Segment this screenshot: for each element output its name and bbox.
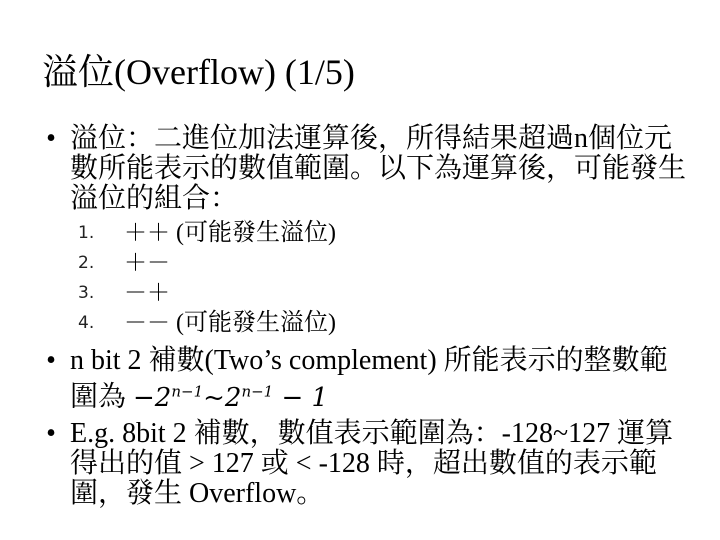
list-item: [40, 218, 690, 248]
formula-prefix: −2: [133, 382, 172, 413]
bullet-example-text: E.g. 8bit 2 補數，數值表示範圍為：-128~127 運算得出的值 > 127 或 < -128 時，超出數值的表示範圍，發生 Overflow。: [70, 417, 674, 509]
slide-title: 溢位(Overflow) (1/5): [42, 52, 355, 92]
list-item-number: 4.: [78, 313, 95, 333]
list-item-note: (可能發生溢位): [170, 220, 336, 246]
list-item: [40, 278, 690, 308]
list-item-number: 3.: [78, 283, 95, 303]
list-item-operators: ＋－: [124, 250, 170, 276]
bullet-overflow-definition: [40, 124, 690, 214]
list-item-number: 1.: [78, 223, 95, 243]
list-item-operators: －－: [124, 310, 170, 336]
bullet-twos-complement-text: n bit 2 補數(Two’s complement) 所能表示的整數範圍為: [70, 345, 668, 413]
range-formula: [133, 383, 328, 413]
list-item-operators: ＋＋: [124, 220, 170, 246]
formula-exponent-2: n−1: [241, 382, 274, 400]
bullet-example: [40, 419, 690, 509]
list-item-note: (可能發生溢位): [170, 310, 336, 336]
slide-body: [40, 124, 690, 509]
bullet-dot: •: [46, 345, 56, 376]
bullet-dot: •: [46, 417, 56, 449]
list-item: [40, 308, 690, 338]
bullet-twos-complement-range: [40, 346, 690, 413]
formula-mid: ~2: [203, 382, 242, 413]
list-item-content: [124, 278, 170, 308]
bullet-dot: •: [46, 123, 56, 154]
list-item-content: [124, 248, 170, 278]
operation-combinations-list: [40, 218, 690, 338]
formula-exponent-1: n−1: [171, 382, 204, 400]
list-item-content: [124, 308, 336, 338]
list-item: [40, 248, 690, 278]
list-item-operators: －＋: [124, 280, 170, 306]
list-item-number: 2.: [78, 253, 95, 273]
formula-suffix: − 1: [273, 382, 329, 413]
list-item-content: [124, 218, 336, 248]
bullet-overflow-definition-text: 溢位：二進位加法運算後，所得結果超過n個位元數所能表示的數值範圍。以下為運算後，可能發生溢位的組合：: [70, 123, 687, 214]
